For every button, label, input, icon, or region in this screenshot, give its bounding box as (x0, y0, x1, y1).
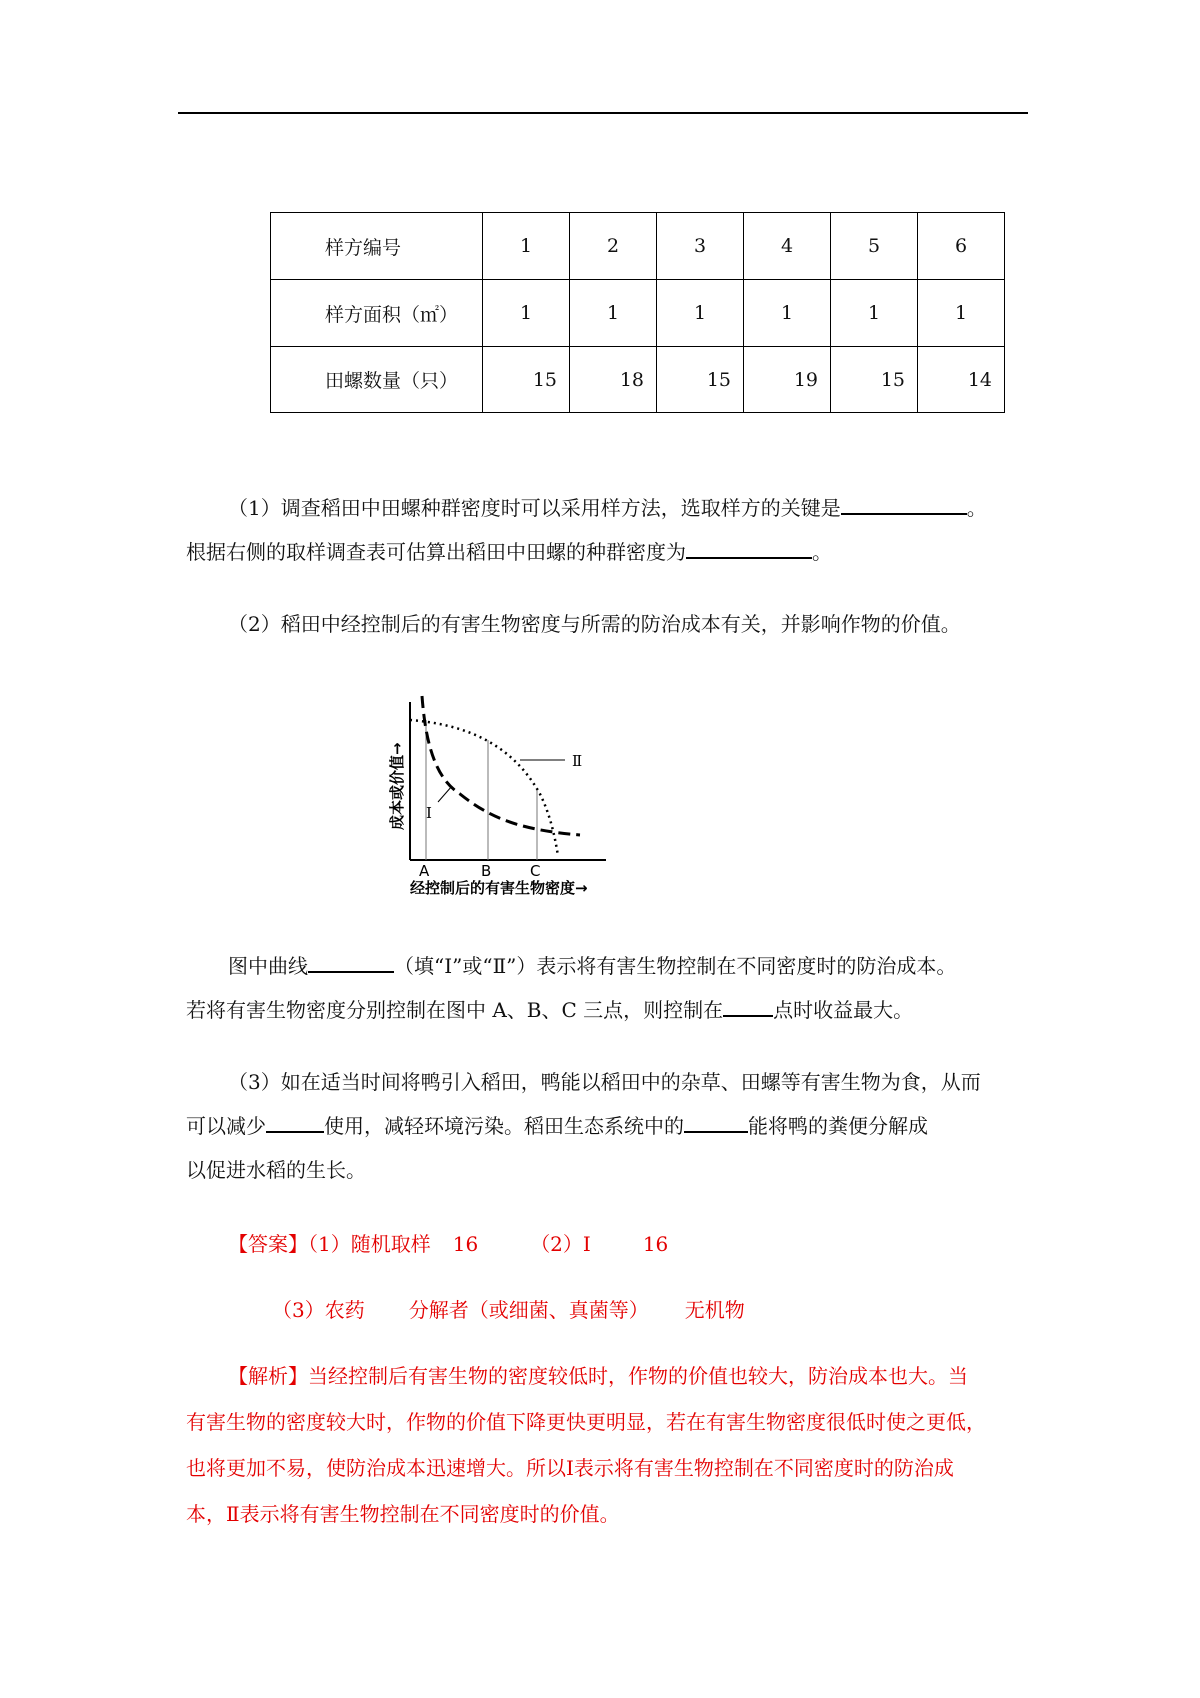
answer-value: 16 (452, 1232, 479, 1256)
q2-line1: （2）稻田中经控制后的有害生物密度与所需的防治成本有关，并影响作物的价值。 (228, 612, 961, 636)
table-row (271, 280, 1005, 347)
q3-text: 使用，减轻环境污染。稻田生态系统中的 (324, 1114, 684, 1138)
series-i-label: Ⅰ (426, 804, 432, 822)
q2-line3 (186, 988, 913, 1032)
answer-blank[interactable] (723, 991, 773, 1017)
table-row-header: 样方编号 (271, 213, 483, 280)
answer-blank[interactable] (684, 1107, 748, 1133)
table-cell: 18 (570, 347, 657, 413)
q2-line2 (186, 944, 956, 988)
x-axis-label: 经控制后的有害生物密度→ (410, 879, 588, 897)
table-cell: 15 (831, 347, 918, 413)
table-row (271, 213, 1005, 280)
q3-text: 可以减少 (186, 1114, 266, 1138)
table-cell: 5 (831, 213, 918, 280)
sample-table (270, 212, 1005, 413)
table-row (271, 347, 1005, 413)
series-ii-label: Ⅱ (572, 752, 583, 770)
q2-text: 若将有害生物密度分别控制在图中 A、B、C 三点，则控制在 (186, 998, 724, 1022)
x-tick-label: B (481, 862, 492, 880)
table-cell: 14 (918, 347, 1005, 413)
chart-axes (410, 702, 606, 860)
q3-line1: （3）如在适当时间将鸭引入稻田，鸭能以稻田中的杂草、田螺等有害生物为食，从而 (228, 1070, 981, 1094)
table-cell: 1 (483, 213, 570, 280)
series-i-leader (438, 786, 452, 802)
q2-text: 图中曲线 (228, 954, 308, 978)
answer-value: 16 (642, 1232, 669, 1256)
y-axis-label: 成本或价值→ (388, 742, 406, 830)
table-cell: 15 (483, 347, 570, 413)
table-cell: 19 (744, 347, 831, 413)
answer-part: （2）Ⅰ (530, 1232, 591, 1256)
table-cell: 2 (570, 213, 657, 280)
x-tick-label: A (419, 862, 430, 880)
q1-punct: 。 (966, 496, 987, 520)
analysis-line1 (228, 1356, 968, 1396)
answer-blank[interactable] (308, 947, 394, 973)
q1-text: （1）调查稻田中田螺种群密度时可以采用样方法，选取样方的关键是 (228, 496, 841, 520)
analysis-text: 当经控制后有害生物的密度较低时，作物的价值也较大，防治成本也大。当 (308, 1364, 968, 1388)
table-cell: 1 (570, 280, 657, 347)
answer-part: （3）农药 (272, 1298, 365, 1322)
analysis-line4: 本，Ⅱ表示将有害生物控制在不同密度时的价值。 (186, 1502, 620, 1526)
table-cell: 1 (657, 280, 744, 347)
q1-text: 根据右侧的取样调查表可估算出稻田中田螺的种群密度为 (186, 540, 686, 564)
q1-line1 (186, 486, 987, 530)
answer-line2 (272, 1290, 745, 1330)
table-cell: 1 (831, 280, 918, 347)
answer-value: 分解者（或细菌、真菌等） (408, 1298, 649, 1322)
q3-text: 能将鸭的粪便分解成 (748, 1114, 928, 1138)
analysis-tag: 【解析】 (228, 1364, 308, 1388)
q2-text: （填“Ⅰ”或“Ⅱ”）表示将有害生物控制在不同密度时的防治成本。 (394, 954, 957, 978)
header-rule (178, 112, 1028, 114)
analysis-line3: 也将更加不易，使防治成本迅速增大。所以Ⅰ表示将有害生物控制在不同密度时的防治成 (186, 1456, 954, 1480)
table-cell: 1 (483, 280, 570, 347)
table-cell: 1 (744, 280, 831, 347)
table-row-header: 田螺数量（只） (271, 347, 483, 413)
table-cell: 6 (918, 213, 1005, 280)
answer-blank[interactable] (841, 489, 967, 515)
answer-value: 无机物 (684, 1298, 745, 1322)
answer-blank[interactable] (266, 1107, 324, 1133)
table-cell: 3 (657, 213, 744, 280)
q3-line2 (186, 1104, 928, 1148)
series-ii-curve (410, 720, 558, 856)
answer-part: （1）随机取样 (308, 1232, 431, 1256)
q1-punct: 。 (812, 540, 832, 564)
q3-line3: 以促进水稻的生长。 (186, 1158, 366, 1182)
answer-tag: 【答案】 (228, 1232, 308, 1256)
table-cell: 4 (744, 213, 831, 280)
x-tick-label: C (530, 862, 541, 880)
q2-text: 点时收益最大。 (773, 998, 914, 1022)
table-cell: 1 (918, 280, 1005, 347)
answer-line1 (228, 1224, 668, 1264)
table-cell: 15 (657, 347, 744, 413)
chart-guide-lines (426, 720, 537, 860)
series-i-curve (422, 696, 583, 835)
cost-value-chart (380, 690, 620, 900)
table-row-header: 样方面积（㎡） (271, 280, 483, 347)
analysis-line2: 有害生物的密度较大时，作物的价值下降更快更明显，若在有害生物密度很低时使之更低， (186, 1410, 986, 1434)
answer-blank[interactable] (686, 533, 812, 559)
q1-line2 (186, 530, 832, 574)
